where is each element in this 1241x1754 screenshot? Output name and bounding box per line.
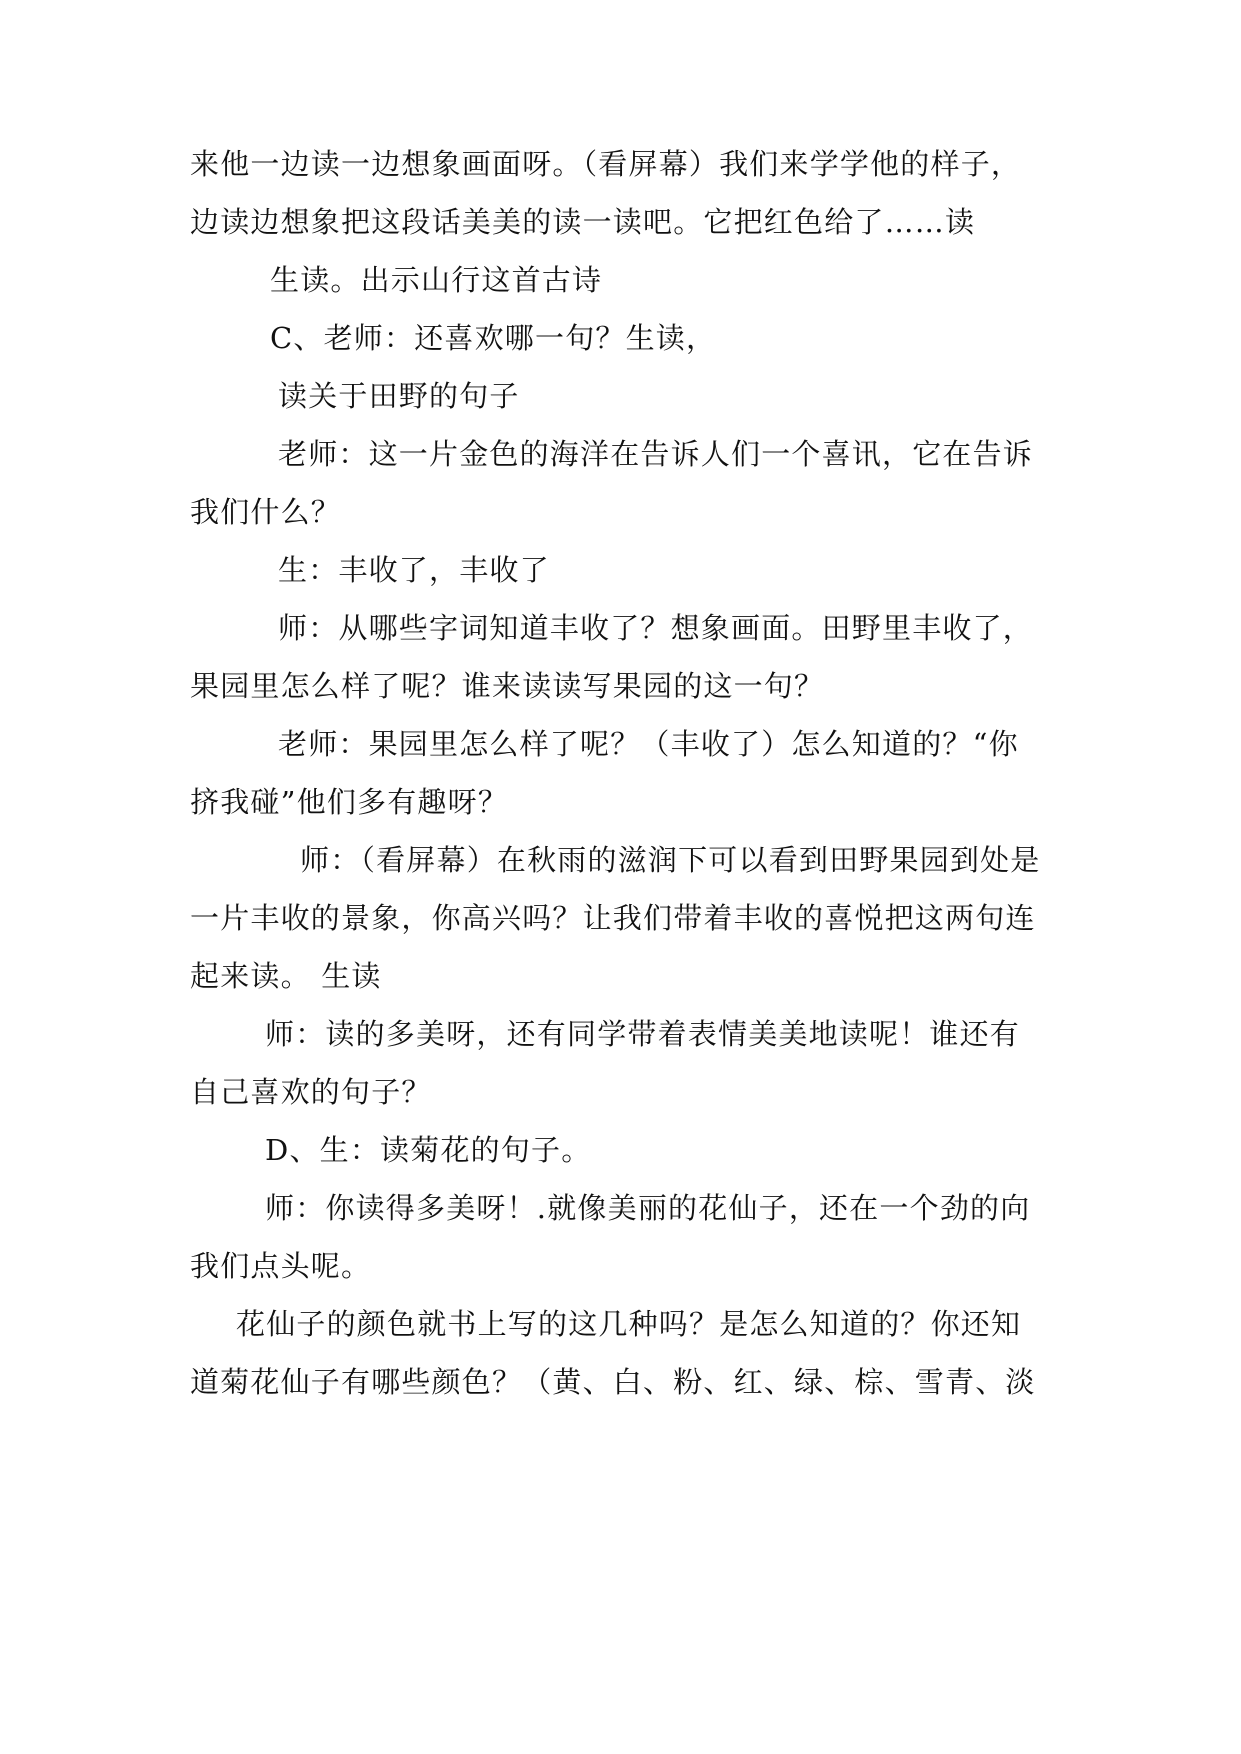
text-line: 读关于田野的句子 — [278, 379, 520, 413]
text-line: 师：你读得多美呀！.就像美丽的花仙子，还在一个劲的向 — [265, 1191, 1031, 1225]
text-line: 师：读的多美呀，还有同学带着表情美美地读呢！谁还有 — [265, 1017, 1021, 1051]
text-line: 花仙子的颜色就书上写的这几种吗？是怎么知道的？你还知 — [236, 1307, 1022, 1341]
text-line: 我们什么？ — [190, 495, 342, 529]
text-line: 一片丰收的景象，你高兴吗？让我们带着丰收的喜悦把这两句连 — [190, 901, 1036, 935]
text-line: 老师：果园里怎么样了呢？（丰收了）怎么知道的？“你 — [278, 727, 1019, 761]
text-line: 道菊花仙子有哪些颜色？（黄、白、粉、红、绿、棕、雪青、淡 — [190, 1365, 1036, 1399]
text-line: 老师：这一片金色的海洋在告诉人们一个喜讯，它在告诉 — [278, 437, 1034, 471]
text-line: 师：从哪些字词知道丰收了？想象画面。田野里丰收了， — [278, 611, 1034, 645]
text-line: 果园里怎么样了呢？谁来读读写果园的这一句？ — [190, 669, 825, 703]
text-line: 起来读。 生读 — [190, 959, 382, 993]
text-line: 师：（看屏幕）在秋雨的滋润下可以看到田野果园到处是 — [300, 843, 1041, 877]
text-line: 挤我碰”他们多有趣呀？ — [190, 785, 509, 819]
text-line: 边读边想象把这段话美美的读一读吧。它把红色给了……读 — [190, 205, 976, 239]
text-line: 我们点头呢。 — [190, 1249, 372, 1283]
text-line: 自己喜欢的句子？ — [190, 1075, 432, 1109]
text-line: C、老师：还喜欢哪一句？生读， — [270, 321, 717, 355]
text-line: 来他一边读一边想象画面呀。（看屏幕）我们来学学他的样子， — [190, 147, 1022, 181]
text-line: 生读。出示山行这首古诗 — [270, 263, 603, 297]
text-line: 生：丰收了，丰收了 — [278, 553, 550, 587]
text-line: D、生：读菊花的句子。 — [265, 1133, 592, 1167]
